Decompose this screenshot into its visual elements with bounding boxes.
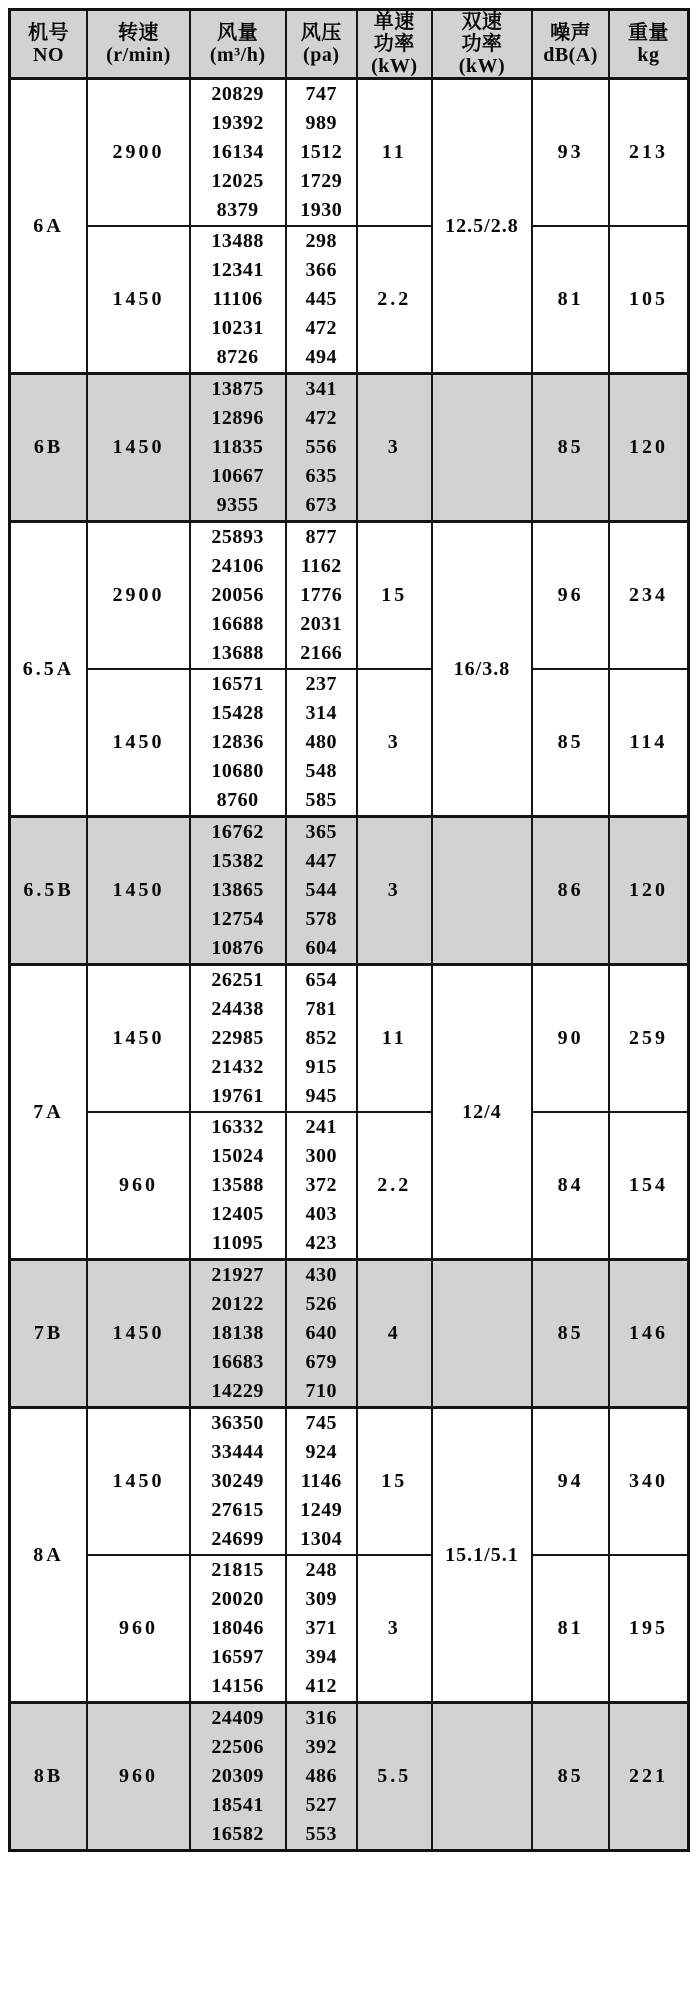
single-power-cell: 3 xyxy=(357,669,432,817)
weight-cell: 120 xyxy=(609,817,689,965)
dual-power-cell xyxy=(432,1703,533,1851)
airflow-cell: 13875 12896 11835 10667 9355 xyxy=(190,374,286,522)
noise-cell: 93 xyxy=(532,79,609,227)
single-power-cell: 4 xyxy=(357,1260,432,1408)
dual-power-cell xyxy=(432,374,533,522)
weight-cell: 213 xyxy=(609,79,689,227)
speed-cell: 2900 xyxy=(87,79,190,227)
pressure-cell: 298 366 445 472 494 xyxy=(286,226,358,374)
single-power-cell: 5.5 xyxy=(357,1703,432,1851)
table-row xyxy=(10,1408,689,1556)
weight-cell: 340 xyxy=(609,1408,689,1556)
speed-cell: 1450 xyxy=(87,374,190,522)
pressure-cell: 747 989 1512 1729 1930 xyxy=(286,79,358,227)
dual-power-cell: 15.1/5.1 xyxy=(432,1408,533,1703)
model-cell: 7A xyxy=(10,965,88,1260)
table-row xyxy=(10,965,689,1113)
noise-cell: 81 xyxy=(532,226,609,374)
fan-spec-table xyxy=(8,8,690,1852)
speed-cell: 1450 xyxy=(87,669,190,817)
airflow-cell: 26251 24438 22985 21432 19761 xyxy=(190,965,286,1113)
single-power-cell: 2.2 xyxy=(357,1112,432,1260)
col-speed: 转速 (r/min) xyxy=(87,10,190,79)
weight-cell: 221 xyxy=(609,1703,689,1851)
single-power-cell: 2.2 xyxy=(357,226,432,374)
speed-cell: 1450 xyxy=(87,1408,190,1556)
speed-cell: 960 xyxy=(87,1112,190,1260)
header-row xyxy=(10,10,689,79)
weight-cell: 120 xyxy=(609,374,689,522)
speed-cell: 960 xyxy=(87,1703,190,1851)
pressure-cell: 316 392 486 527 553 xyxy=(286,1703,358,1851)
pressure-cell: 745 924 1146 1249 1304 xyxy=(286,1408,358,1556)
weight-cell: 195 xyxy=(609,1555,689,1703)
model-cell: 8A xyxy=(10,1408,88,1703)
pressure-cell: 341 472 556 635 673 xyxy=(286,374,358,522)
table-row xyxy=(10,79,689,227)
single-power-cell: 11 xyxy=(357,79,432,227)
airflow-cell: 24409 22506 20309 18541 16582 xyxy=(190,1703,286,1851)
col-weight: 重量 kg xyxy=(609,10,689,79)
noise-cell: 90 xyxy=(532,965,609,1113)
table-row xyxy=(10,1555,689,1703)
single-power-cell: 3 xyxy=(357,817,432,965)
table-body xyxy=(10,79,689,1851)
airflow-cell: 21927 20122 18138 16683 14229 xyxy=(190,1260,286,1408)
weight-cell: 154 xyxy=(609,1112,689,1260)
noise-cell: 85 xyxy=(532,374,609,522)
pressure-cell: 430 526 640 679 710 xyxy=(286,1260,358,1408)
single-power-cell: 3 xyxy=(357,374,432,522)
noise-cell: 84 xyxy=(532,1112,609,1260)
airflow-cell: 16332 15024 13588 12405 11095 xyxy=(190,1112,286,1260)
col-noise: 噪声 dB(A) xyxy=(532,10,609,79)
airflow-cell: 25893 24106 20056 16688 13688 xyxy=(190,522,286,670)
model-cell: 6B xyxy=(10,374,88,522)
noise-cell: 86 xyxy=(532,817,609,965)
airflow-cell: 36350 33444 30249 27615 24699 xyxy=(190,1408,286,1556)
weight-cell: 105 xyxy=(609,226,689,374)
noise-cell: 81 xyxy=(532,1555,609,1703)
table-row xyxy=(10,1260,689,1408)
model-cell: 6.5A xyxy=(10,522,88,817)
model-cell: 7B xyxy=(10,1260,88,1408)
pressure-cell: 877 1162 1776 2031 2166 xyxy=(286,522,358,670)
noise-cell: 85 xyxy=(532,1703,609,1851)
speed-cell: 1450 xyxy=(87,1260,190,1408)
single-power-cell: 11 xyxy=(357,965,432,1113)
table-row xyxy=(10,669,689,817)
speed-cell: 1450 xyxy=(87,226,190,374)
airflow-cell: 20829 19392 16134 12025 8379 xyxy=(190,79,286,227)
pressure-cell: 365 447 544 578 604 xyxy=(286,817,358,965)
airflow-cell: 13488 12341 11106 10231 8726 xyxy=(190,226,286,374)
table-row xyxy=(10,226,689,374)
table-row xyxy=(10,817,689,965)
single-power-cell: 3 xyxy=(357,1555,432,1703)
airflow-cell: 16571 15428 12836 10680 8760 xyxy=(190,669,286,817)
dual-power-cell xyxy=(432,817,533,965)
model-cell: 8B xyxy=(10,1703,88,1851)
table-row xyxy=(10,1703,689,1851)
noise-cell: 85 xyxy=(532,669,609,817)
model-cell: 6A xyxy=(10,79,88,374)
noise-cell: 96 xyxy=(532,522,609,670)
speed-cell: 1450 xyxy=(87,965,190,1113)
col-model: 机号 NO xyxy=(10,10,88,79)
single-power-cell: 15 xyxy=(357,522,432,670)
pressure-cell: 241 300 372 403 423 xyxy=(286,1112,358,1260)
noise-cell: 85 xyxy=(532,1260,609,1408)
weight-cell: 234 xyxy=(609,522,689,670)
weight-cell: 146 xyxy=(609,1260,689,1408)
speed-cell: 960 xyxy=(87,1555,190,1703)
speed-cell: 2900 xyxy=(87,522,190,670)
pressure-cell: 654 781 852 915 945 xyxy=(286,965,358,1113)
table-header xyxy=(10,10,689,79)
col-pressure: 风压 (pa) xyxy=(286,10,358,79)
pressure-cell: 237 314 480 548 585 xyxy=(286,669,358,817)
table-row xyxy=(10,522,689,670)
model-cell: 6.5B xyxy=(10,817,88,965)
dual-power-cell: 12/4 xyxy=(432,965,533,1260)
table-row xyxy=(10,374,689,522)
col-dual-power: 双速 功率 (kW) xyxy=(432,10,533,79)
dual-power-cell: 12.5/2.8 xyxy=(432,79,533,374)
airflow-cell: 16762 15382 13865 12754 10876 xyxy=(190,817,286,965)
speed-cell: 1450 xyxy=(87,817,190,965)
weight-cell: 114 xyxy=(609,669,689,817)
noise-cell: 94 xyxy=(532,1408,609,1556)
col-single-power: 单速 功率 (kW) xyxy=(357,10,432,79)
pressure-cell: 248 309 371 394 412 xyxy=(286,1555,358,1703)
single-power-cell: 15 xyxy=(357,1408,432,1556)
table-row xyxy=(10,1112,689,1260)
dual-power-cell xyxy=(432,1260,533,1408)
col-airflow: 风量 (m³/h) xyxy=(190,10,286,79)
dual-power-cell: 16/3.8 xyxy=(432,522,533,817)
weight-cell: 259 xyxy=(609,965,689,1113)
airflow-cell: 21815 20020 18046 16597 14156 xyxy=(190,1555,286,1703)
